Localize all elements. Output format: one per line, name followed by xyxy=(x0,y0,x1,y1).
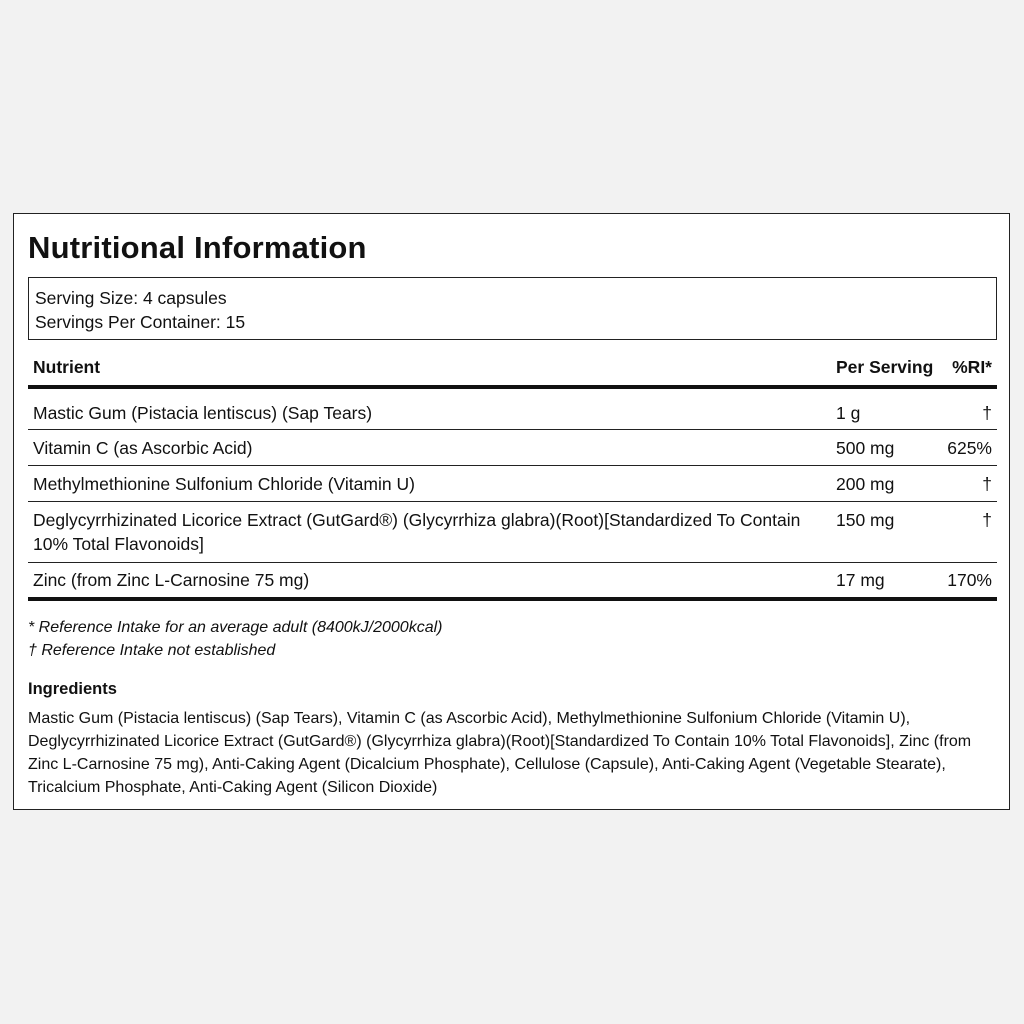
nutrient-name: Methylmethionine Sulfonium Chloride (Vitamin U) xyxy=(33,474,415,494)
table-row xyxy=(28,563,997,601)
table-row xyxy=(28,430,997,466)
serving-info-box xyxy=(28,277,997,340)
ri-value: 625% xyxy=(947,438,992,458)
nutrient-name: Mastic Gum (Pistacia lentiscus) (Sap Tears) xyxy=(33,403,373,423)
nutrient-name: Deglycyrrhizinated Licorice Extract (GutGard®) (Glycyrrhiza glabra)(Root)[Standardized To Contain 10% Total Flavonoids] xyxy=(33,510,801,554)
servings-per-container: Servings Per Container: 15 xyxy=(35,312,246,332)
per-serving-value: 150 mg xyxy=(836,510,895,530)
serving-size: Serving Size: 4 capsules xyxy=(35,288,227,308)
nutrient-name: Zinc (from Zinc L-Carnosine 75 mg) xyxy=(33,570,310,590)
ri-value: † xyxy=(982,474,992,494)
ri-value: † xyxy=(982,403,992,423)
per-serving-value: 200 mg xyxy=(836,474,895,494)
per-serving-value: 1 g xyxy=(836,403,861,423)
footnote-ri: * Reference Intake for an average adult (8400kJ/2000kcal) xyxy=(28,619,443,636)
nutrition-panel xyxy=(13,213,1010,810)
footnotes xyxy=(28,616,442,662)
nutrient-table xyxy=(28,354,997,601)
page-title: Nutritional Information xyxy=(28,230,367,265)
column-header-ri: %RI* xyxy=(952,357,992,377)
table-row xyxy=(28,466,997,502)
ingredients-text: Mastic Gum (Pistacia lentiscus) (Sap Tears), Vitamin C (as Ascorbic Acid), Methylmethionine Sulfonium Chloride (Vitamin U), Deglycyrrhizinated Licorice Extract (GutGard®) (Glycyrrhiza glabra)(Root)[Standardized To Contain 10% Total Flavonoids], Zinc (from Zinc L-Carnosine 75 mg), Anti-Caking Agent (Dicalcium Phosphate), Cellulose (Capsule), Anti-Caking Agent (Vegetable Stearate), Tricalcium Phosphate, Anti-Caking Agent (Silicon Dioxide) xyxy=(28,710,972,796)
table-row xyxy=(28,502,997,563)
column-header-per-serving: Per Serving xyxy=(836,357,934,377)
per-serving-value: 500 mg xyxy=(836,438,895,458)
nutrient-name: Vitamin C (as Ascorbic Acid) xyxy=(33,438,253,458)
per-serving-value: 17 mg xyxy=(836,570,885,590)
ri-value: † xyxy=(982,510,992,530)
column-header-nutrient: Nutrient xyxy=(33,357,101,377)
table-header xyxy=(28,354,997,389)
table-row xyxy=(28,389,997,430)
ri-value: 170% xyxy=(947,570,992,590)
ingredients-heading: Ingredients xyxy=(28,680,117,698)
footnote-not-established: † Reference Intake not established xyxy=(28,642,276,659)
